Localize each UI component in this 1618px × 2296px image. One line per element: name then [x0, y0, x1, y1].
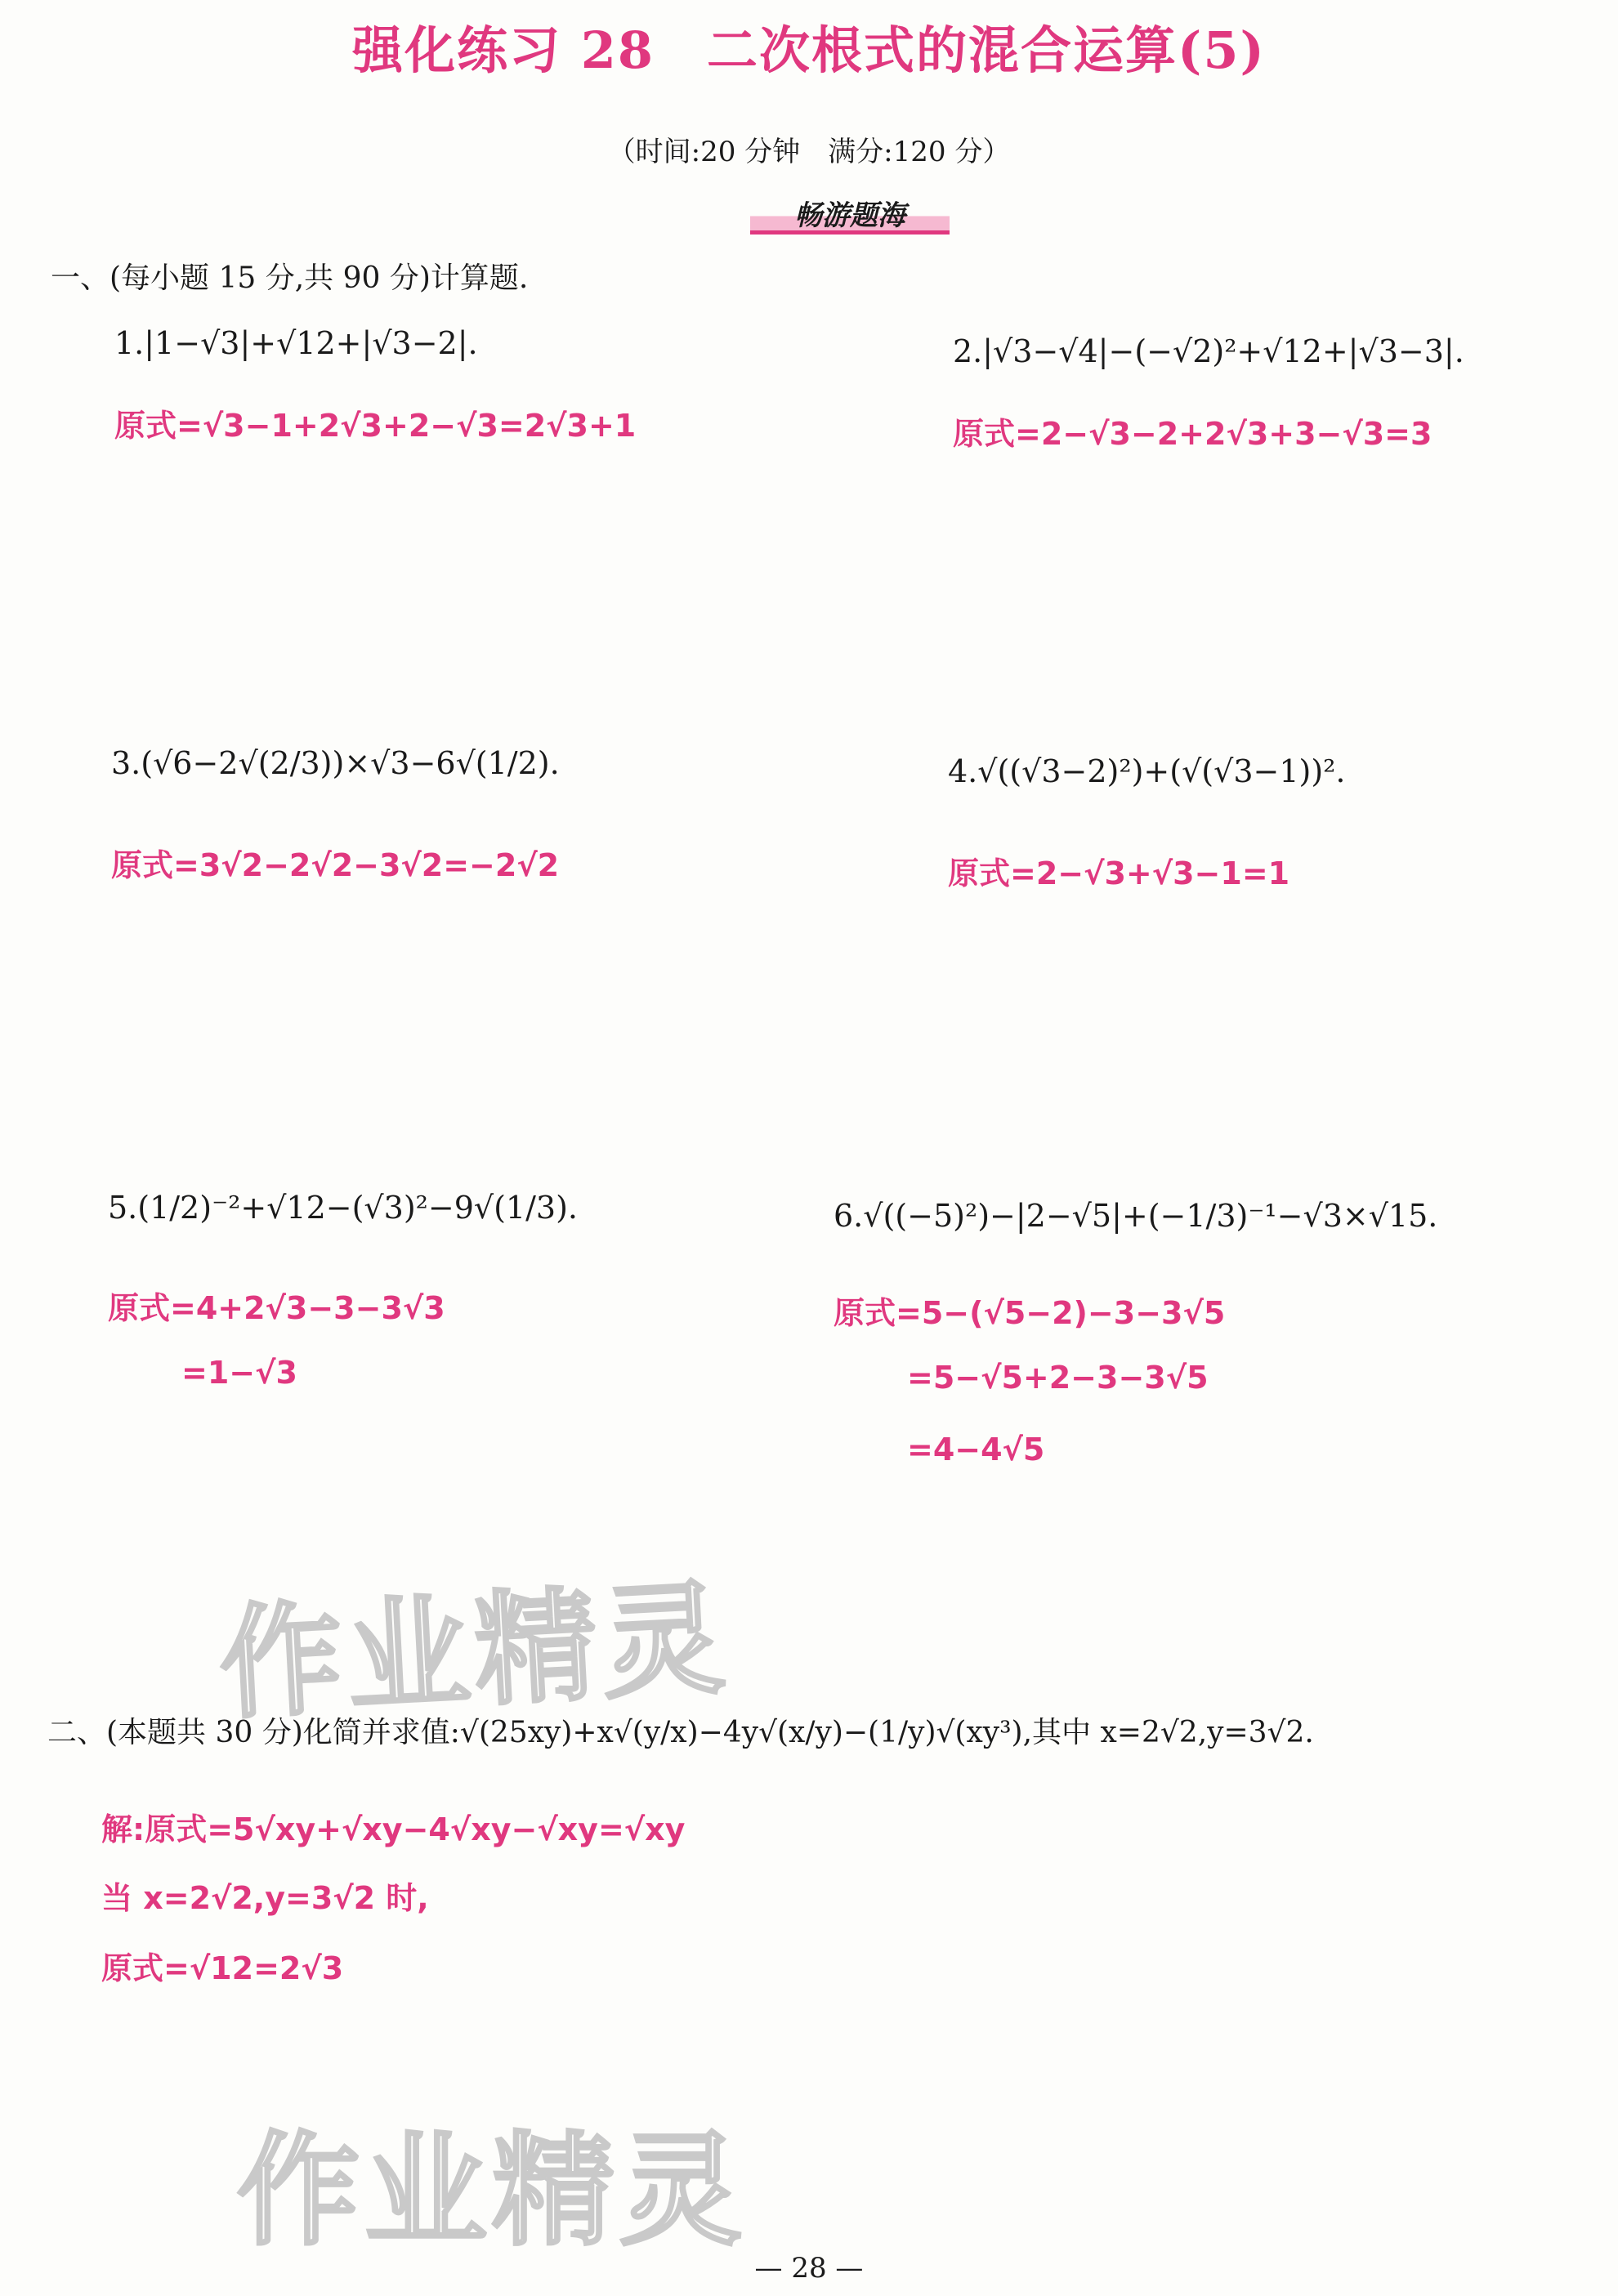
problem-4-question: 4.√((√3−2)²)+(√(√3−1))². — [948, 753, 1346, 789]
section1-heading: 一、(每小题 15 分,共 90 分)计算题. — [51, 261, 529, 295]
problem-6-answer-line-1: 原式=5−(√5−2)−3−3√5 — [834, 1295, 1226, 1331]
banner-label: 畅游题海 — [794, 199, 905, 232]
watermark-top: 作业精灵 — [216, 1567, 733, 1737]
problem-1-question: 1.|1−√3|+√12+|√3−2|. — [114, 325, 478, 361]
section-banner — [750, 193, 950, 235]
problem-3-answer: 原式=3√2−2√2−3√2=−2√2 — [111, 847, 560, 883]
section2-answer-line-2: 当 x=2√2,y=3√2 时, — [101, 1880, 429, 1916]
problem-6-answer-line-2: =5−√5+2−3−3√5 — [907, 1360, 1209, 1396]
problem-2-question: 2.|√3−√4|−(−√2)²+√12+|√3−3|. — [953, 333, 1464, 369]
section2-answer-line-3: 原式=√12=2√3 — [101, 1950, 344, 1986]
section2-question: 二、(本题共 30 分)化简并求值:√(25xy)+x√(y/x)−4y√(x/y)−(1/y)√(xy³),其中 x=2√2,y=3√2. — [47, 1716, 1314, 1749]
problem-5-answer-line-2: =1−√3 — [181, 1355, 297, 1391]
time-score-info: （时间:20 分钟 满分:120 分） — [607, 136, 1011, 168]
page-title: 强化练习 28 二次根式的混合运算(5) — [352, 20, 1266, 80]
problem-5-answer-line-1: 原式=4+2√3−3−3√3 — [108, 1290, 445, 1326]
watermark-bottom: 作业精灵 — [237, 2120, 748, 2262]
page-number: — 28 — — [754, 2252, 864, 2285]
problem-1-answer: 原式=√3−1+2√3+2−√3=2√3+1 — [114, 408, 637, 444]
section2-answer-line-1: 解:原式=5√xy+√xy−4√xy−√xy=√xy — [101, 1811, 686, 1847]
problem-2-answer: 原式=2−√3−2+2√3+3−√3=3 — [953, 416, 1433, 452]
problem-5-question: 5.(1/2)⁻²+√12−(√3)²−9√(1/3). — [108, 1190, 578, 1226]
problem-4-answer: 原式=2−√3+√3−1=1 — [948, 855, 1290, 891]
problem-3-question: 3.(√6−2√(2/3))×√3−6√(1/2). — [111, 745, 560, 781]
problem-6-question: 6.√((−5)²)−|2−√5|+(−1/3)⁻¹−√3×√15. — [834, 1198, 1438, 1234]
problem-6-answer-line-3: =4−4√5 — [907, 1432, 1045, 1467]
